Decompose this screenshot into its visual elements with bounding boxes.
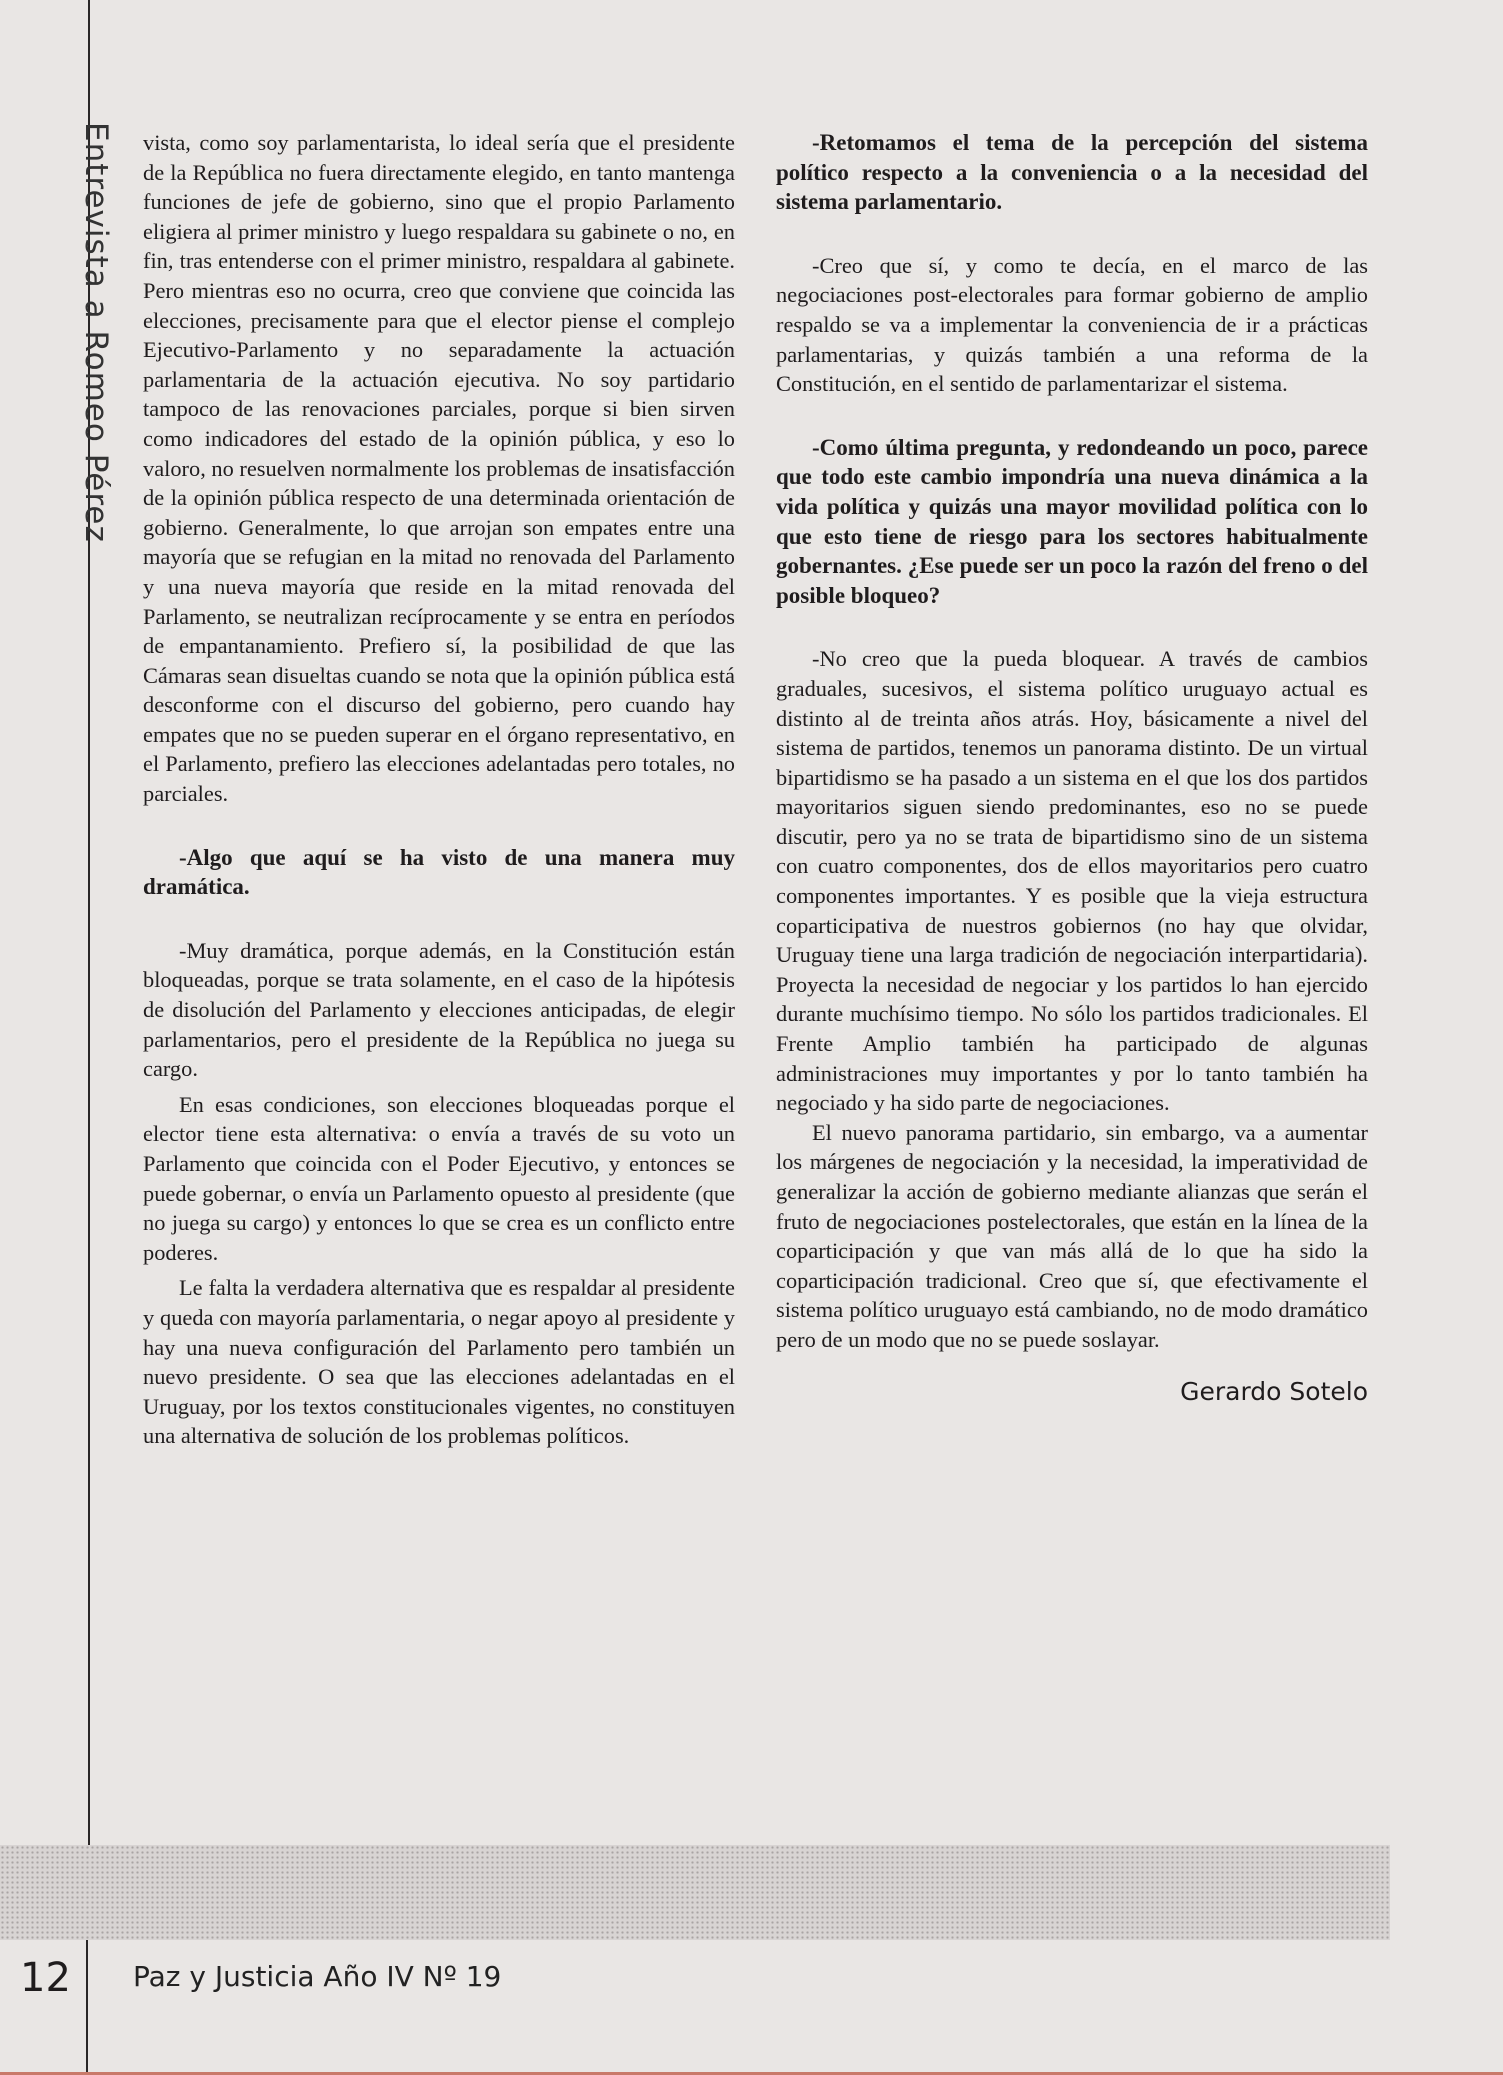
footer-rule	[86, 1940, 88, 2075]
left-column	[143, 128, 735, 1451]
paragraph: vista, como soy parlamentarista, lo ideal sería que el presidente de la República no fuera directamente elegido, en tanto mantenga funciones de jefe de gobierno, sino que el propio Parlamento eligiera al primer ministro y luego respaldara su gabinete o no, en fin, tras entenderse con el primer ministro, respaldara al gabinete. Pero mientras eso no ocurra, creo que conviene que coincida las elecciones, precisamente para que el elector piense el complejo Ejecutivo-Parlamento y no separadamente la actuación parlamentaria de la actuación ejecutiva. No soy partidario tampoco de las renovaciones parciales, porque si bien sirven como indicadores del estado de la opinión pública, y eso lo valoro, no resuelven normalmente los problemas de insatisfacción de la opinión pública respecto de una determinada orientación de gobierno. Generalmente, lo que arrojan son empates entre una mayoría que se refugian en la mitad no renovada del Parlamento y una nueva mayoría que reside en la mitad renovada del Parlamento, se neutralizan recíprocamente y se entra en períodos de empantanamiento. Prefiero sí, la posibilidad de que las Cámaras sean disueltas cuando se nota que la opinión pública está desconforme con el discurso del gobierno, pero cuando hay empates que no se pueden superar en el órgano representativo, en el Parlamento, prefiero las elecciones adelantadas pero totales, no parciales.	[143, 130, 735, 807]
page-number: 12	[20, 1955, 71, 2001]
interview-question: -Como última pregunta, y redondeando un poco, parece que todo este cambio impondría una nueva dinámica a la vida política y quizás una mayor movilidad política con lo que esto tiene de riesgo para los sectores habitualmente gobernantes. ¿Ese puede ser un poco la razón del freno o del posible bloqueo?	[776, 434, 1368, 608]
paragraph: -Creo que sí, y como te decía, en el marco de las negociaciones post-electorales para formar gobierno de amplio respaldo se va a implementar la conveniencia de ir a prácticas parlamentarias, y quizás también a una reforma de la Constitución, en el sentido de parlamentarizar el sistema.	[776, 252, 1368, 397]
journal-name: Paz y Justicia Año IV Nº 19	[133, 1960, 502, 1993]
paragraph: En esas condiciones, son elecciones bloqueadas porque el elector tiene esta alternativa: o envía a través de su voto un Parlamento que coincida con el Poder Ejecutivo, y entonces se puede gobernar, o envía un Parlamento opuesto al presidente (que no juega su cargo) y entonces lo que se crea es un conflicto entre poderes.	[143, 1091, 735, 1265]
interview-question: -Retomamos el tema de la percepción del sistema político respecto a la conveniencia o a la necesidad del sistema parlamentario.	[776, 130, 1368, 215]
paragraph: -No creo que la pueda bloquear. A través de cambios graduales, sucesivos, el sistema político uruguayo actual es distinto al de treinta años atrás. Hoy, básicamente a nivel del sistema de partidos, tenemos un panorama distinto. De un virtual bipartidismo se ha pasado a un sistema en el que los dos partidos mayoritarios siguen siendo predominantes, eso no se puede discutir, pero ya no se trata de bipartidismo sino de un sistema con cuatro componentes, dos de ellos mayoritarios pero cuatro componentes importantes. Y es posible que la vieja estructura coparticipativa de nuestros gobiernos (no hay que olvidar, Uruguay tiene una larga tradición de negociación interpartidaria). Proyecta la necesidad de negociar y los partidos lo han ejercido durante muchísimo tiempo. No sólo los partidos tradicionales. El Frente Amplio también ha participado de algunas administraciones muy importantes y por lo tanto también ha negociado y ha sido parte de negociaciones.	[776, 646, 1368, 1116]
author-signature: Gerardo Sotelo	[1180, 1376, 1368, 1406]
halftone-band	[0, 1845, 1390, 1940]
interview-question: -Algo que aquí se ha visto de una manera muy dramática.	[143, 844, 735, 900]
paragraph: Le falta la verdadera alternativa que es respaldar al presidente y queda con mayoría parlamentaria, o negar apoyo al presidente y hay una nueva configuración del Parlamento pero también un nuevo presidente. O sea que las elecciones adelantadas en el Uruguay, por los textos constitucionales vigentes, no constituyen una alternativa de solución de los problemas políticos.	[143, 1275, 735, 1449]
paragraph: -Muy dramática, porque además, en la Constitución están bloqueadas, porque se trata solamente, en el caso de la hipótesis de disolución del Parlamento y elecciones anticipadas, de elegir parlamentarios, pero el presidente de la República no juega su cargo.	[143, 937, 735, 1082]
section-title-vertical: Entrevista a Romeo Pérez	[78, 122, 114, 543]
right-column	[776, 128, 1368, 1406]
paragraph: El nuevo panorama partidario, sin embargo, va a aumentar los márgenes de negociación y la necesidad, la imperatividad de generalizar la acción de gobierno mediante alianzas que serán el fruto de negociaciones postelectorales, que están en la línea de la coparticipación y que van más allá de lo que ha sido la coparticipación tradicional. Creo que sí, que efectivamente el sistema político uruguayo está cambiando, no de modo dramático pero de un modo que no se puede soslayar.	[776, 1119, 1368, 1352]
